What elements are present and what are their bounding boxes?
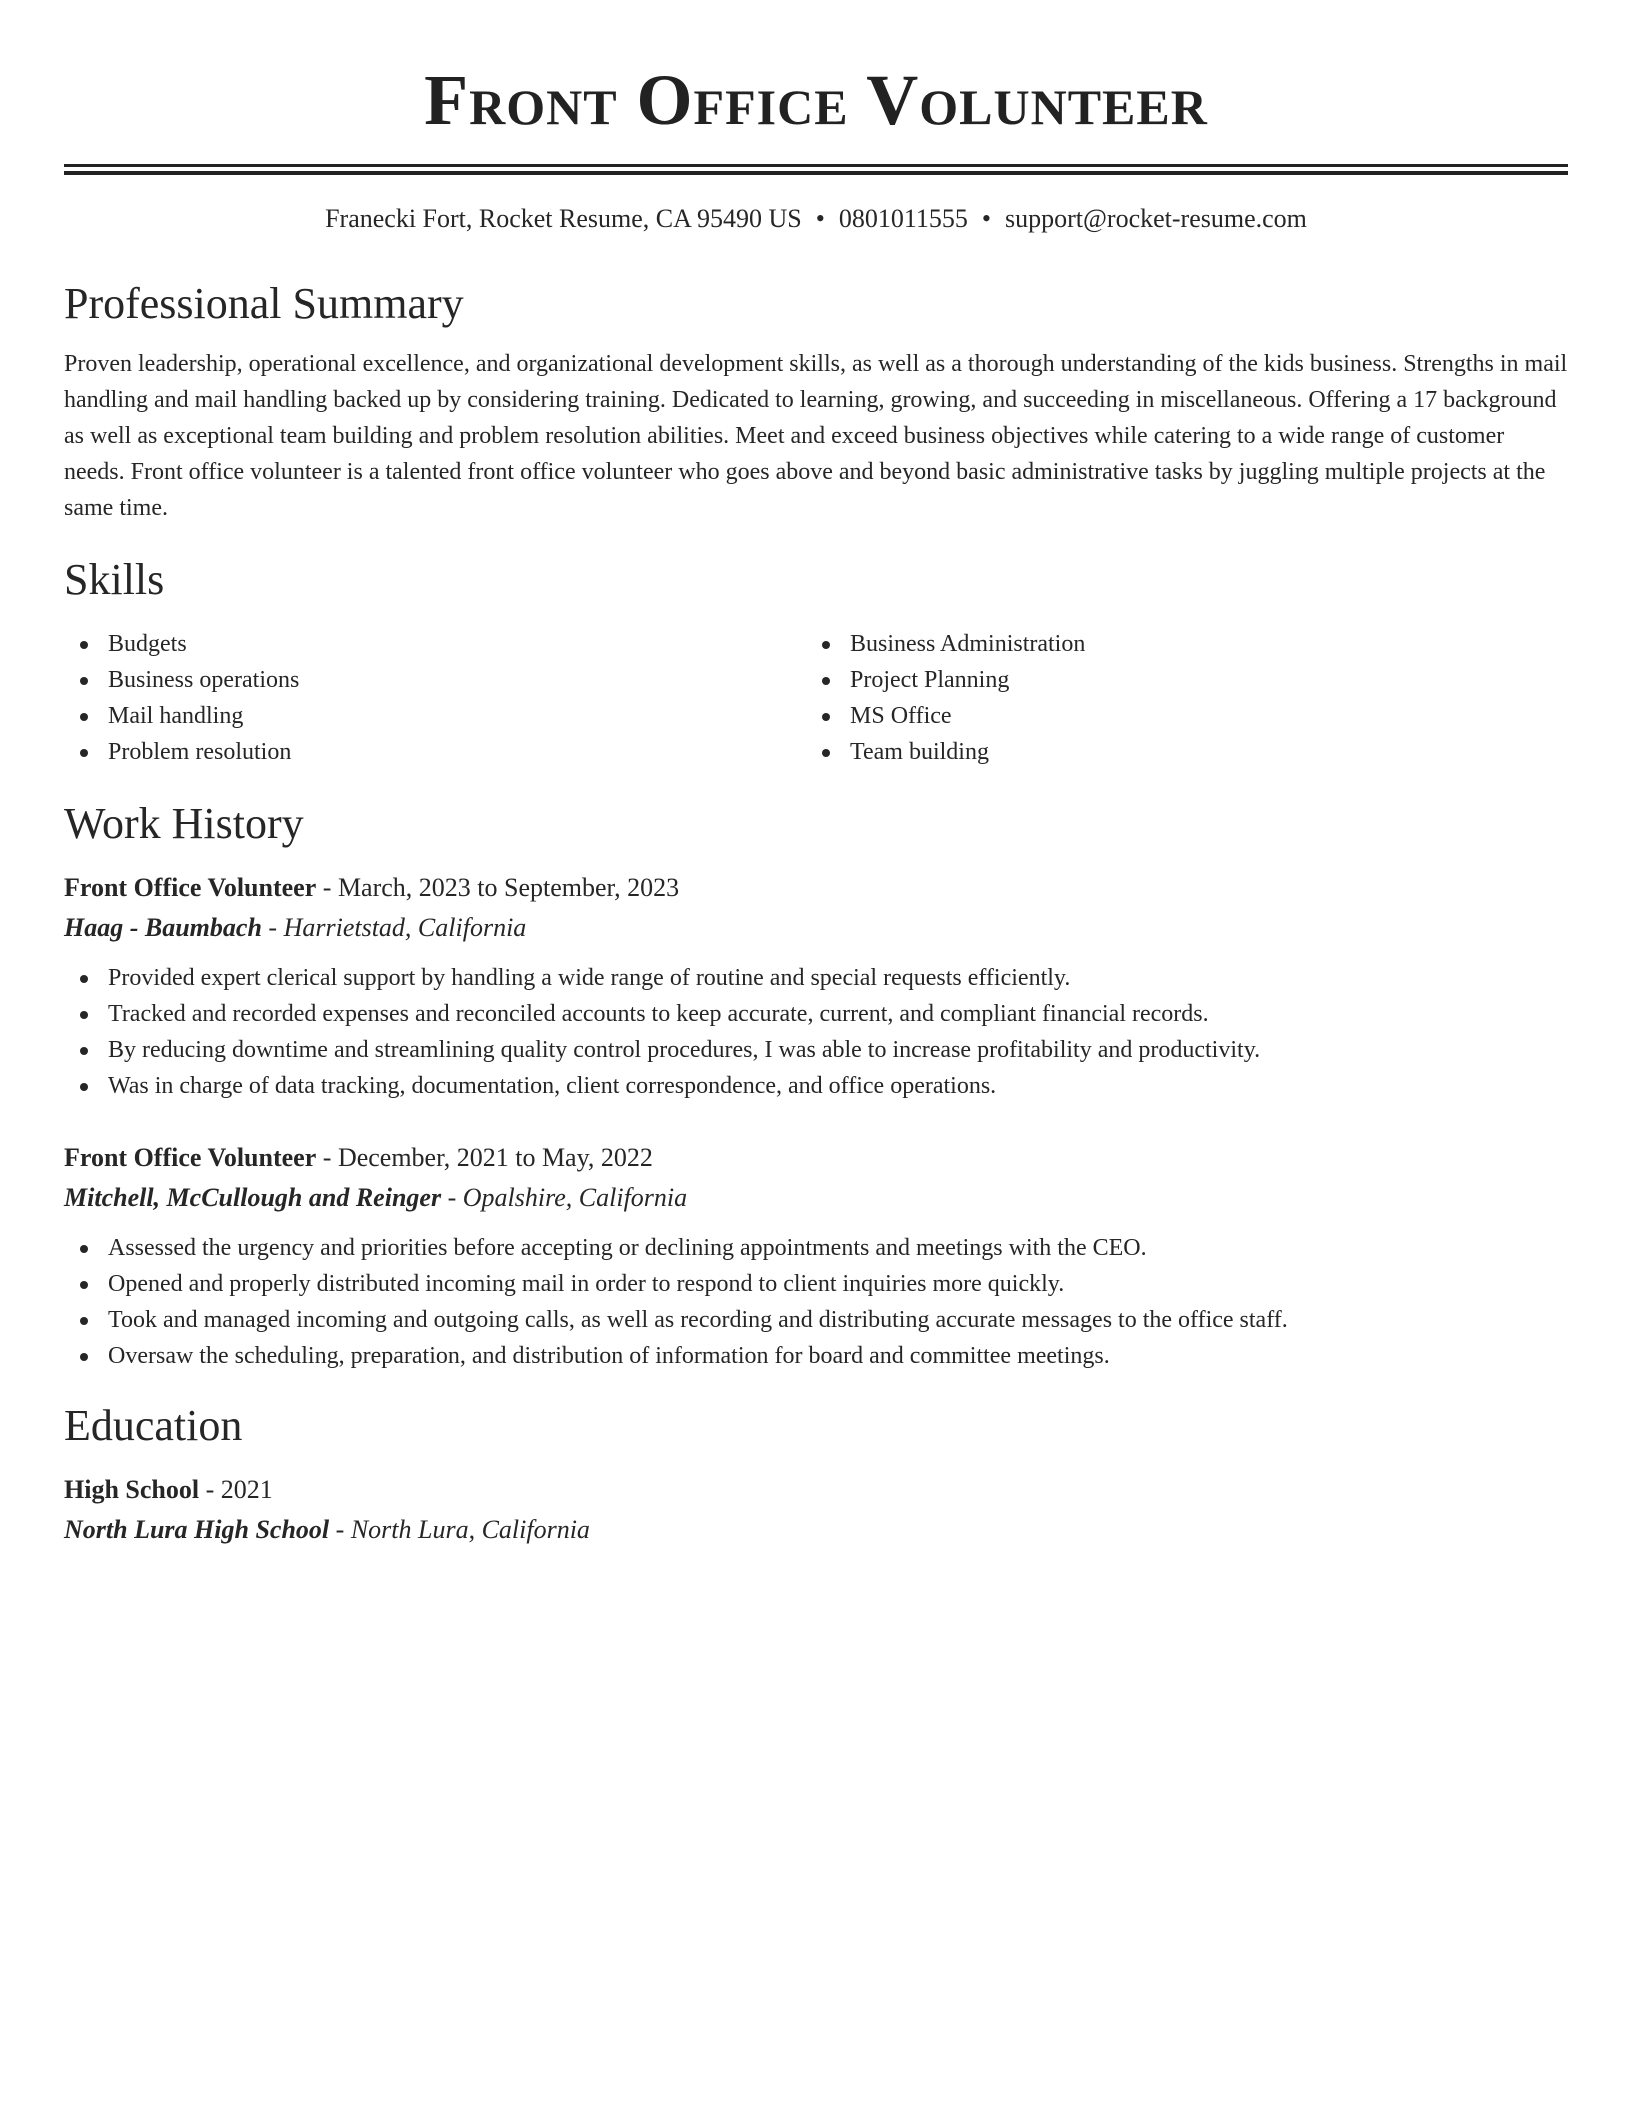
bullet-icon	[80, 1353, 88, 1361]
bullet-icon	[80, 713, 88, 721]
job-header	[64, 1138, 1568, 1178]
education-dash: -	[335, 1515, 345, 1544]
header-divider	[64, 164, 1568, 175]
contact-separator: •	[981, 204, 991, 233]
contact-line	[64, 202, 1568, 236]
bullet-icon	[80, 1083, 88, 1091]
bullet-icon	[822, 677, 830, 685]
job-duty	[64, 1032, 1568, 1068]
job-employer-line	[64, 908, 1568, 948]
job-location: Harrietstad, California	[283, 913, 527, 942]
job-duty-text: Was in charge of data tracking, documentation, client correspondence, and office operations.	[108, 1073, 997, 1099]
skill-item	[64, 662, 806, 698]
skill-item	[806, 626, 1548, 662]
skill-item	[806, 662, 1548, 698]
job-duties-list	[64, 960, 1568, 1104]
bullet-icon	[80, 677, 88, 685]
contact-email: support@rocket-resume.com	[1004, 204, 1307, 233]
section-title-skills: Skills	[64, 555, 165, 604]
job-duty-text: Took and managed incoming and outgoing calls, as well as recording and distributing accurate messages to the office staff.	[108, 1307, 1288, 1333]
section-title-work-history: Work History	[64, 799, 304, 848]
job-duty	[64, 960, 1568, 996]
bullet-icon	[80, 641, 88, 649]
skill-label: Business Administration	[850, 631, 1086, 657]
bullet-icon	[80, 1281, 88, 1289]
skills-column-right	[806, 626, 1548, 770]
bullet-icon	[80, 1245, 88, 1253]
job-dates: December, 2021 to May, 2022	[337, 1143, 653, 1172]
bullet-icon	[822, 749, 830, 757]
job-role: Front Office Volunteer	[64, 1143, 317, 1172]
education-location: North Lura, California	[350, 1515, 590, 1544]
bullet-icon	[822, 713, 830, 721]
job-dash: -	[322, 1143, 332, 1172]
job-dash: -	[268, 913, 278, 942]
skill-item	[806, 698, 1548, 734]
skill-label: Budgets	[108, 631, 187, 657]
skills-column-left	[64, 626, 806, 770]
skill-label: Team building	[850, 739, 989, 765]
skill-label: MS Office	[850, 703, 952, 729]
job-duty	[64, 1068, 1568, 1104]
job-dates: March, 2023 to September, 2023	[337, 873, 680, 902]
job-duty-text: Oversaw the scheduling, preparation, and distribution of information for board and committee meetings.	[108, 1343, 1110, 1369]
job-dash: -	[447, 1183, 457, 1212]
bullet-icon	[822, 641, 830, 649]
job-duty	[64, 1302, 1568, 1338]
skill-item	[64, 626, 806, 662]
resume-name: Front Office Volunteer	[424, 60, 1208, 140]
job-duty-text: Tracked and recorded expenses and reconciled accounts to keep accurate, current, and compliant financial records.	[108, 1001, 1209, 1027]
bullet-icon	[80, 1047, 88, 1055]
job-company: Haag - Baumbach	[64, 913, 262, 942]
bullet-icon	[80, 975, 88, 983]
education-header	[64, 1470, 1568, 1510]
job-header	[64, 868, 1568, 908]
job-duty-text: Opened and properly distributed incoming mail in order to respond to client inquiries more quickly.	[108, 1271, 1065, 1297]
contact-separator: •	[815, 204, 825, 233]
bullet-icon	[80, 749, 88, 757]
education-school: North Lura High School	[64, 1515, 330, 1544]
job-employer-line	[64, 1178, 1568, 1218]
bullet-icon	[80, 1317, 88, 1325]
job-role: Front Office Volunteer	[64, 873, 317, 902]
education-dash: -	[205, 1475, 215, 1504]
skill-label: Problem resolution	[108, 739, 292, 765]
job-duty	[64, 996, 1568, 1032]
job-duty	[64, 1266, 1568, 1302]
skill-item	[64, 698, 806, 734]
skill-item	[806, 734, 1548, 770]
contact-address: Franecki Fort, Rocket Resume, CA 95490 US	[325, 204, 802, 233]
section-title-education: Education	[64, 1401, 243, 1450]
section-title-summary: Professional Summary	[64, 279, 464, 328]
contact-phone: 0801011555	[838, 204, 968, 233]
education-school-line	[64, 1510, 1568, 1550]
job-duty-text: Assessed the urgency and priorities before accepting or declining appointments and meetings with the CEO.	[108, 1235, 1147, 1261]
job-duty	[64, 1230, 1568, 1266]
job-duty-text: By reducing downtime and streamlining quality control procedures, I was able to increase profitability and productivity.	[108, 1037, 1261, 1063]
skill-label: Business operations	[108, 667, 300, 693]
skill-label: Mail handling	[108, 703, 244, 729]
job-dash: -	[322, 873, 332, 902]
skill-label: Project Planning	[850, 667, 1010, 693]
job-location: Opalshire, California	[462, 1183, 688, 1212]
skill-item	[64, 734, 806, 770]
resume-page	[64, 0, 1568, 1550]
bullet-icon	[80, 1011, 88, 1019]
skills-grid	[64, 626, 1568, 770]
education-year: 2021	[220, 1475, 273, 1504]
job-company: Mitchell, McCullough and Reinger	[64, 1183, 442, 1212]
education-degree: High School	[64, 1475, 200, 1504]
job-duties-list	[64, 1230, 1568, 1374]
summary-text: Proven leadership, operational excellence, and organizational development skills, as well as a thorough understanding of the kids business. Strengths in mail handling and mail handling backed up by considering training. Dedicated to learning, growing, and succeeding in miscellaneous. Offering a 17 background as well as exceptional team building and problem resolution abilities. Meet and exceed business objectives while catering to a wide range of customer needs. Front office volunteer is a talented front office volunteer who goes above and beyond basic administrative tasks by juggling multiple projects at the same time.	[64, 351, 1568, 521]
job-duty-text: Provided expert clerical support by handling a wide range of routine and special requests efficiently.	[108, 965, 1071, 991]
job-duty	[64, 1338, 1568, 1374]
